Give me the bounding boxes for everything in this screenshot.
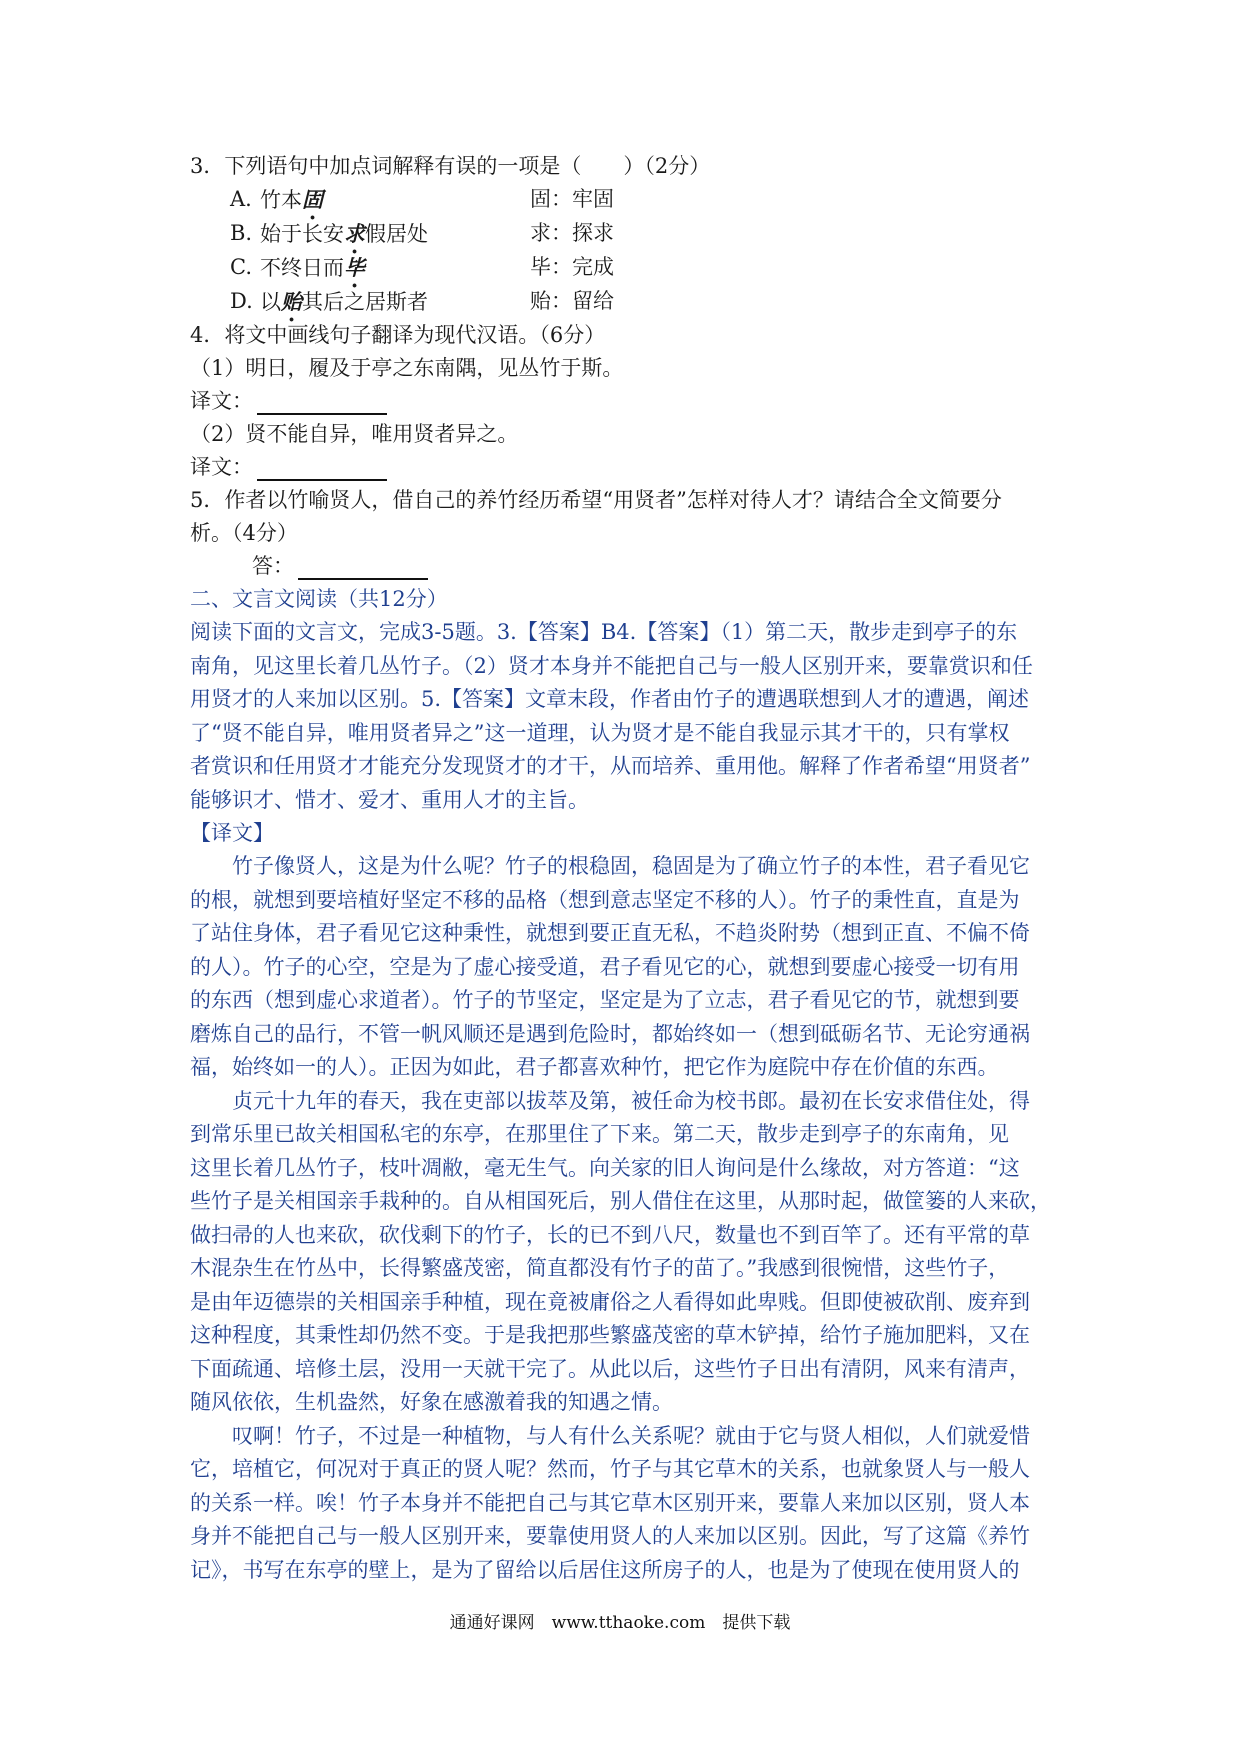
- paragraph-line: 随风依依，生机盎然，好象在感激着我的知遇之情。: [190, 1390, 673, 1414]
- paragraph-line: 了站住身体，君子看见它这种秉性，就想到要正直无私，不趋炎附势（想到正直、不偏不倚: [190, 921, 1030, 945]
- answer-blank: [257, 457, 387, 481]
- q3-option-d: [190, 285, 1070, 319]
- dotted-word: 毕: [344, 255, 365, 280]
- answer-line: 者赏识和任用贤才才能充分发现贤才的才干，从而培养、重用他。解释了作者希望“用贤者”: [190, 754, 1031, 778]
- option-gloss: 固：牢固: [530, 187, 614, 211]
- option-sentence: [260, 183, 530, 217]
- answer-paragraph: [190, 616, 1070, 817]
- paragraph-line: 的关系一样。唉！竹子本身并不能把自己与其它草木区别开来，要靠人来加以区别，贤人本: [190, 1490, 1030, 1515]
- translation-label: 译文：: [190, 455, 253, 479]
- q3-stem: 3．下列语句中加点词解释有误的一项是（ ）（2分）: [190, 154, 711, 178]
- option-letter: B.: [230, 221, 253, 245]
- q4-sentence-2: （2）贤不能自异，唯用贤者异之。: [190, 422, 519, 446]
- option-gloss: 贻：留给: [530, 289, 614, 313]
- paragraph-line: 这种程度，其秉性却仍然不变。于是我把那些繁盛茂密的草木铲掉，给竹子施加肥料，又在: [190, 1323, 1030, 1347]
- paragraph-line: 竹子像贤人，这是为什么呢？竹子的根稳固，稳固是为了确立竹子的本性，君子看见它: [232, 854, 1030, 878]
- answer-line: 能够识才、惜才、爱才、重用人才的主旨。: [190, 787, 589, 812]
- option-sentence: [260, 285, 530, 319]
- q5-stem-line-2: 析。（4分）: [190, 521, 298, 545]
- option-sentence: [260, 251, 530, 285]
- q4-answer-2: [190, 451, 1070, 484]
- paragraph-line: 下面疏通、培修土层，没用一天就干完了。从此以后，这些竹子日出有清阴，风来有清声，: [190, 1356, 1030, 1381]
- q4-sentence-1: （1）明日，履及于亭之东南隅，见丛竹于斯。: [190, 356, 624, 380]
- option-gloss: 毕：完成: [530, 255, 614, 279]
- option-letter: C.: [230, 255, 252, 279]
- paragraph-line: 到常乐里已故关相国私宅的东亭，在那里住了下来。第二天，散步走到亭子的东南角，见: [190, 1122, 1009, 1146]
- answer-blank: [257, 391, 387, 415]
- translation-paragraph-2: [190, 1085, 1070, 1420]
- option-letter: D.: [230, 289, 253, 313]
- translation-label: 译文：: [190, 389, 253, 413]
- option-text-post: 其后之居斯者: [302, 290, 428, 314]
- answer-line: 用贤才的人来加以区别。5.【答案】文章末段，作者由竹子的遭遇联想到人才的遭遇，阐述: [190, 687, 1030, 711]
- paragraph-line: 磨炼自己的品行，不管一帆风顺还是遇到危险时，都始终如一（想到砥砺名节、无论穷通祸: [190, 1021, 1030, 1046]
- q3-option-b: [190, 217, 1070, 251]
- paragraph-line: 的人）。竹子的心空，空是为了虚心接受道，君子看见它的心，就想到要虚心接受一切有用: [190, 954, 1020, 979]
- answer-section: [190, 583, 1070, 1587]
- q4-stem: 4．将文中画线句子翻译为现代汉语。（6分）: [190, 323, 606, 347]
- paragraph-line: 木混杂生在竹丛中，长得繁盛茂密，简直都没有竹子的苗了。”我感到很惋惜，这些竹子，: [190, 1256, 1010, 1280]
- dotted-word: 固: [302, 187, 323, 212]
- paragraph-line: 贞元十九年的春天，我在吏部以拔萃及第，被任命为校书郎。最初在长安求借住处，得: [232, 1088, 1030, 1113]
- answer-line: 南角，见这里长着几丛竹子。（2）贤才本身并不能把自己与一般人区别开来，要靠赏识和任: [190, 653, 1033, 678]
- option-text-pre: 不终日而: [260, 256, 344, 280]
- paragraph-line: 记》，书写在东亭的壁上，是为了留给以后居住这所房子的人，也是为了使现在使用贤人的: [190, 1557, 1020, 1582]
- page-footer: 通通好课网 www.tthaoke.com 提供下载: [449, 1613, 791, 1633]
- page-content: [190, 150, 1070, 1587]
- option-text-pre: 竹本: [260, 188, 302, 212]
- dotted-word: 贻: [281, 289, 302, 314]
- paragraph-line: 这里长着几丛竹子，枝叶凋敝，毫无生气。向关家的旧人询问是什么缘故，对方答道：“这: [190, 1155, 1020, 1180]
- answer-line: 阅读下面的文言文，完成3-5题。3.【答案】B4.【答案】（1）第二天，散步走到亭子的东: [190, 620, 1018, 644]
- option-sentence: [260, 217, 530, 251]
- q5-answer: [190, 550, 1070, 583]
- option-letter: A.: [230, 187, 252, 211]
- paragraph-line: 福，始终如一的人）。正因为如此，君子都喜欢种竹，把它作为庭院中存在价值的东西。: [190, 1055, 999, 1079]
- answer-label: 答：: [252, 554, 294, 578]
- option-text-post: 假居处: [365, 222, 428, 246]
- option-gloss: 求：探求: [530, 221, 614, 245]
- translation-paragraph-1: [190, 850, 1070, 1085]
- translation-heading: 【译文】: [190, 821, 274, 845]
- translation-paragraph-3: [190, 1420, 1070, 1588]
- paragraph-line: 些竹子是关相国亲手栽种的。自从相国死后，别人借住在这里，从那时起，做筐篓的人来砍，: [190, 1189, 1051, 1213]
- q3-option-a: [190, 183, 1070, 217]
- section-heading: 二、文言文阅读（共12分）: [190, 587, 448, 611]
- q3-option-c: [190, 251, 1070, 285]
- option-text-pre: 以: [260, 290, 281, 314]
- paragraph-line: 叹啊！竹子，不过是一种植物，与人有什么关系呢？就由于它与贤人相似，人们就爱惜: [232, 1423, 1030, 1448]
- answer-blank: [298, 556, 428, 580]
- q5-stem-line-1: 5．作者以竹喻贤人，借自己的养竹经历希望“用贤者”怎样对待人才？请结合全文简要分: [190, 488, 1002, 512]
- paragraph-line: 做扫帚的人也来砍，砍伐剩下的竹子，长的已不到八尺，数量也不到百竿了。还有平常的草: [190, 1222, 1030, 1247]
- paragraph-line: 是由年迈德崇的关相国亲手种植，现在竟被庸俗之人看得如此卑贱。但即使被砍削、废弃到: [190, 1289, 1030, 1314]
- paragraph-line: 的根，就想到要培植好坚定不移的品格（想到意志坚定不移的人）。竹子的秉性直，直是为: [190, 887, 1020, 912]
- paragraph-line: 的东西（想到虚心求道者）。竹子的节坚定，坚定是为了立志，君子看见它的节，就想到要: [190, 988, 1020, 1012]
- dotted-word: 求: [344, 221, 365, 246]
- option-text-pre: 始于长安: [260, 222, 344, 246]
- answer-line: 了“贤不能自异，唯用贤者异之”这一道理，认为贤才是不能自我显示其才干的，只有掌权: [190, 720, 1010, 745]
- q4-answer-1: [190, 385, 1070, 418]
- paragraph-line: 它，培植它，何况对于真正的贤人呢？然而，竹子与其它草木的关系，也就象贤人与一般人: [190, 1457, 1030, 1481]
- paragraph-line: 身并不能把自己与一般人区别开来，要靠使用贤人的人来加以区别。因此，写了这篇《养竹: [190, 1524, 1030, 1548]
